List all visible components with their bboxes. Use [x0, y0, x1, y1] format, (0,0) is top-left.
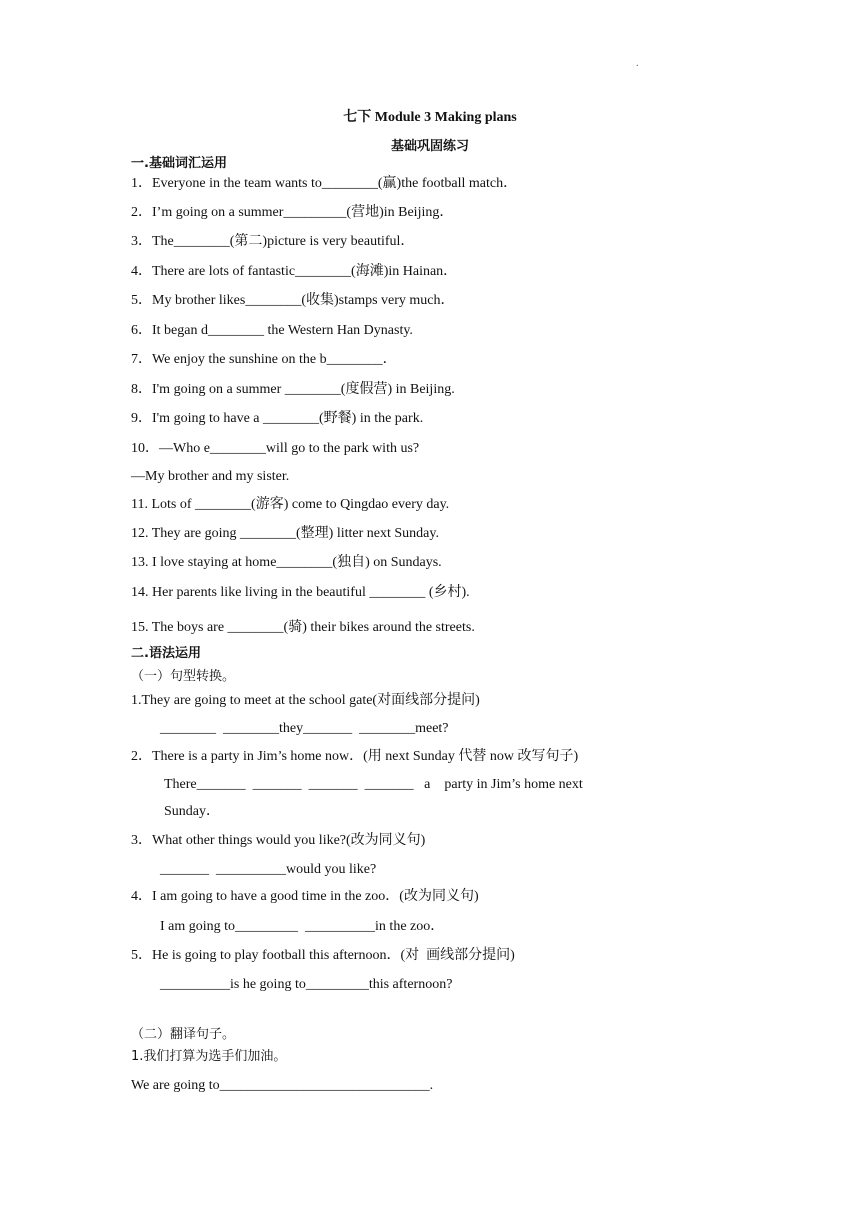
- exercise-item: 1．Everyone in the team wants to________(赢)the football match．: [131, 176, 518, 191]
- page-title: 七下 Module 3 Making plans: [343, 110, 517, 125]
- exercise-item: 11. Lots of ________(游客) come to Qingdao every day.: [131, 497, 450, 512]
- section-heading-vocabulary: 一.基础词汇运用: [131, 156, 227, 171]
- exercise-item: 4．I am going to have a good time in the zoo．(改为同义句): [131, 889, 479, 904]
- section-heading-grammar: 二.语法运用: [131, 646, 201, 661]
- exercise-item: 3．The________(第二)picture is very beautiful．: [131, 234, 415, 249]
- page-subtitle: 基础巩固练习: [390, 139, 469, 154]
- subsection-heading: （一）句型转换。: [131, 669, 236, 684]
- exercise-item: 2．There is a party in Jim’s home now．(用 next Sunday 代替 now 改写句子): [131, 749, 579, 764]
- exercise-item: 7．We enjoy the sunshine on the b________．: [131, 352, 397, 367]
- exercise-item: 3．What other things would you like?(改为同义句): [131, 833, 426, 848]
- answer-line: Sunday．: [164, 804, 220, 819]
- answer-line: We are going to______________________________.: [131, 1078, 434, 1093]
- answer-line: I am going to_________ __________in the zoo．: [160, 919, 445, 934]
- exercise-item: 12. They are going ________(整理) litter next Sunday.: [131, 526, 439, 541]
- answer-line: ________ ________they_______ ________meet?: [160, 721, 449, 736]
- exercise-item: 2．I’m going on a summer_________(营地)in Beijing．: [131, 205, 454, 220]
- exercise-item: 9．I'm going to have a ________(野餐) in the park.: [131, 411, 424, 426]
- exercise-item: 6．It began d________ the Western Han Dynasty.: [131, 323, 413, 338]
- exercise-item: 10．—Who e________will go to the park with us?: [131, 441, 420, 456]
- exercise-item: 4．There are lots of fantastic________(海滩)in Hainan．: [131, 264, 458, 279]
- answer-line: _______ __________would you like?: [160, 862, 377, 877]
- exercise-item: 1.They are going to meet at the school gate(对面线部分提问): [131, 693, 480, 708]
- exercise-item: 14. Her parents like living in the beautiful ________ (乡村).: [131, 585, 470, 600]
- exercise-item: —My brother and my sister.: [131, 469, 290, 484]
- answer-line: There_______ _______ _______ _______ a party in Jim’s home next: [164, 777, 583, 792]
- translation-item: 1.我们打算为选手们加油。: [131, 1049, 287, 1064]
- exercise-item: 15. The boys are ________(骑) their bikes around the streets.: [131, 620, 475, 635]
- answer-line: __________is he going to_________this afternoon?: [160, 977, 453, 992]
- subsection-heading: （二）翻译句子。: [131, 1027, 236, 1042]
- exercise-item: 5．He is going to play football this afternoon．(对 画线部分提问): [131, 948, 515, 963]
- exercise-item: 5．My brother likes________(收集)stamps very much．: [131, 293, 455, 308]
- page-mark: .: [636, 58, 639, 69]
- exercise-item: 8．I'm going on a summer ________(度假营) in Beijing.: [131, 382, 455, 397]
- exercise-item: 13. I love staying at home________(独自) on Sundays.: [131, 555, 442, 570]
